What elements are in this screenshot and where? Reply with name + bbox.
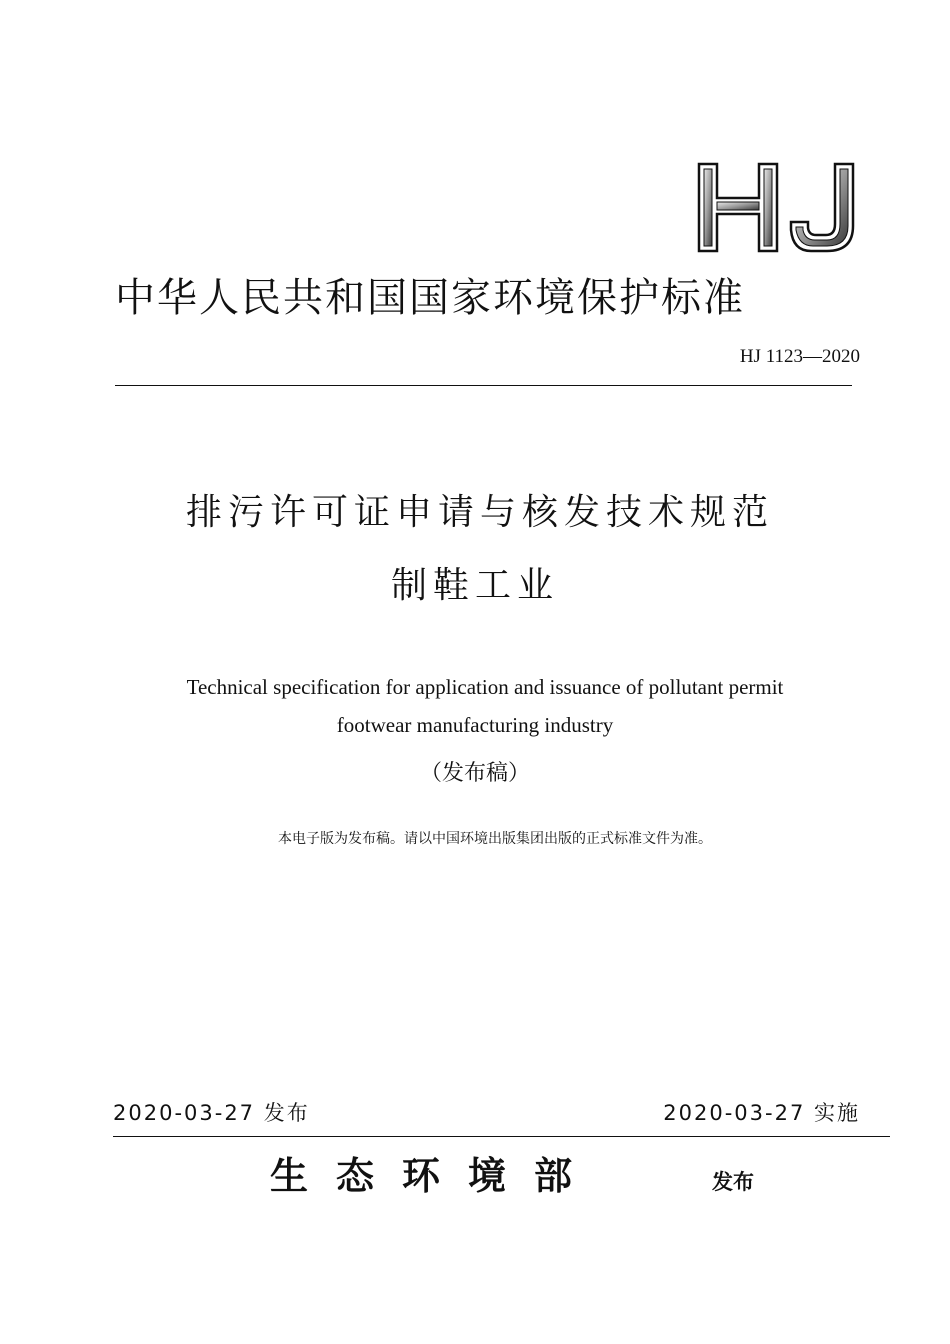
footer-divider [113,1136,890,1137]
issue-label: 发布 [712,1170,754,1194]
document-title-line1: 排污许可证申请与核发技术规范 [185,492,774,533]
issuing-authority: 生态环境部 [270,1154,601,1198]
effective-date: 2020-03-27 实施 [663,1101,860,1125]
header-divider [115,385,852,386]
release-date: 2020-03-27 发布 [113,1101,310,1125]
document-title-line2: 制鞋工业 [390,565,559,606]
hj-logo [695,160,860,255]
national-standard-heading: 中华人民共和国国家环境保护标准 [115,275,745,321]
english-title-line1: Technical specification for application and issuance of pollutant permit [186,675,784,699]
edition-notice: 本电子版为发布稿。请以中国环境出版集团出版的正式标准文件为准。 [278,831,712,847]
draft-label: （发布稿） [419,761,530,786]
standard-number: HJ 1123—2020 [739,346,860,367]
english-title-line2: footwear manufacturing industry [336,713,614,737]
